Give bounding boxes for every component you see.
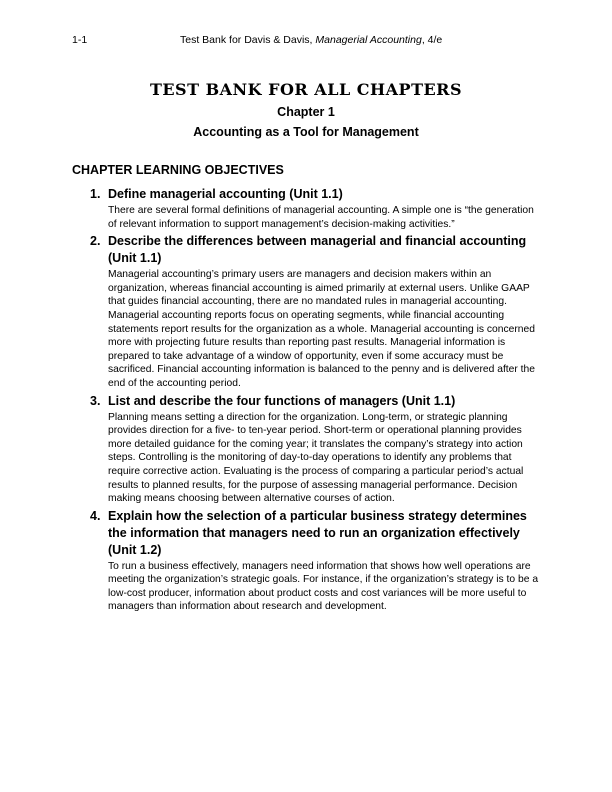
objective-title: List and describe the four functions of managers (Unit 1.1) [108, 393, 456, 408]
objective-title: Describe the differences between managerial and financial accounting (Unit 1.1) [108, 234, 527, 266]
header-title-book: Managerial Accounting [315, 34, 422, 46]
header-title-prefix: Test Bank for Davis & Davis, [180, 34, 316, 46]
objective-body: There are several formal definitions of managerial accounting. A simple one is “the generation of relevant information to support management’s decision-making activities.” [108, 205, 534, 230]
objective-number: 2. [90, 234, 101, 249]
objective-title: Explain how the selection of a particular business strategy determines the information that managers need to run an organization effectively (Unit 1.2) [108, 508, 527, 557]
page-number: 1-1 [72, 34, 88, 46]
objectives-list [90, 186, 542, 616]
objective-item [90, 186, 542, 231]
header-title [180, 34, 442, 47]
objective-body: Planning means setting a direction for the organization. Long-term, or strategic planning provides direction for a five- to ten-year period. Short-term or operational planning provides more detailed guidance for the coming year; it translates the company’s strategy into action steps. Controlling is the monitoring of day-to-day operations to identify any problems that require corrective action. Evaluating is the process of comparing a particular period’s actual results to planned results, for the purpose of assessing managerial performance. Decision making means choosing between alternative courses of action. [108, 411, 524, 505]
header-title-edition: , 4/e [421, 34, 443, 46]
objective-body: Managerial accounting’s primary users are managers and decision makers within an organization, whereas financial accounting is aimed primarily at external users. Unlike GAAP that guides financial accounting, there are no mandated rules in managerial accounting. Managerial accounting reports focus on operating segments, while financial accounting statements report results for the organization as a whole. Managerial accounting is concerned more with projecting future results than reporting past results. Managerial information is prepared to take advantage of a window of opportunity, even if some accuracy must be sacrificed. Financial accounting information is balanced to the penny and is delivered after the end of the accounting period. [108, 269, 535, 389]
objective-number: 3. [90, 393, 101, 408]
section-heading: CHAPTER LEARNING OBJECTIVES [72, 163, 284, 177]
objective-body: To run a business effectively, managers need information that shows how well operations are meeting the organization’s strategic goals. For instance, if the organization’s strategy is to be a low-cost producer, information about product costs and cost variances will be more useful to managers than information about research and development. [108, 560, 539, 613]
chapter-title: Accounting as a Tool for Management [193, 125, 419, 139]
objective-item [90, 508, 542, 614]
objective-item [90, 233, 542, 390]
objective-item [90, 393, 542, 506]
chapter-number: Chapter 1 [277, 105, 335, 119]
objective-number: 1. [90, 187, 101, 201]
main-title: TEST BANK FOR ALL CHAPTERS [149, 80, 463, 99]
objective-number: 4. [90, 508, 101, 523]
objective-title: Define managerial accounting (Unit 1.1) [108, 187, 343, 201]
